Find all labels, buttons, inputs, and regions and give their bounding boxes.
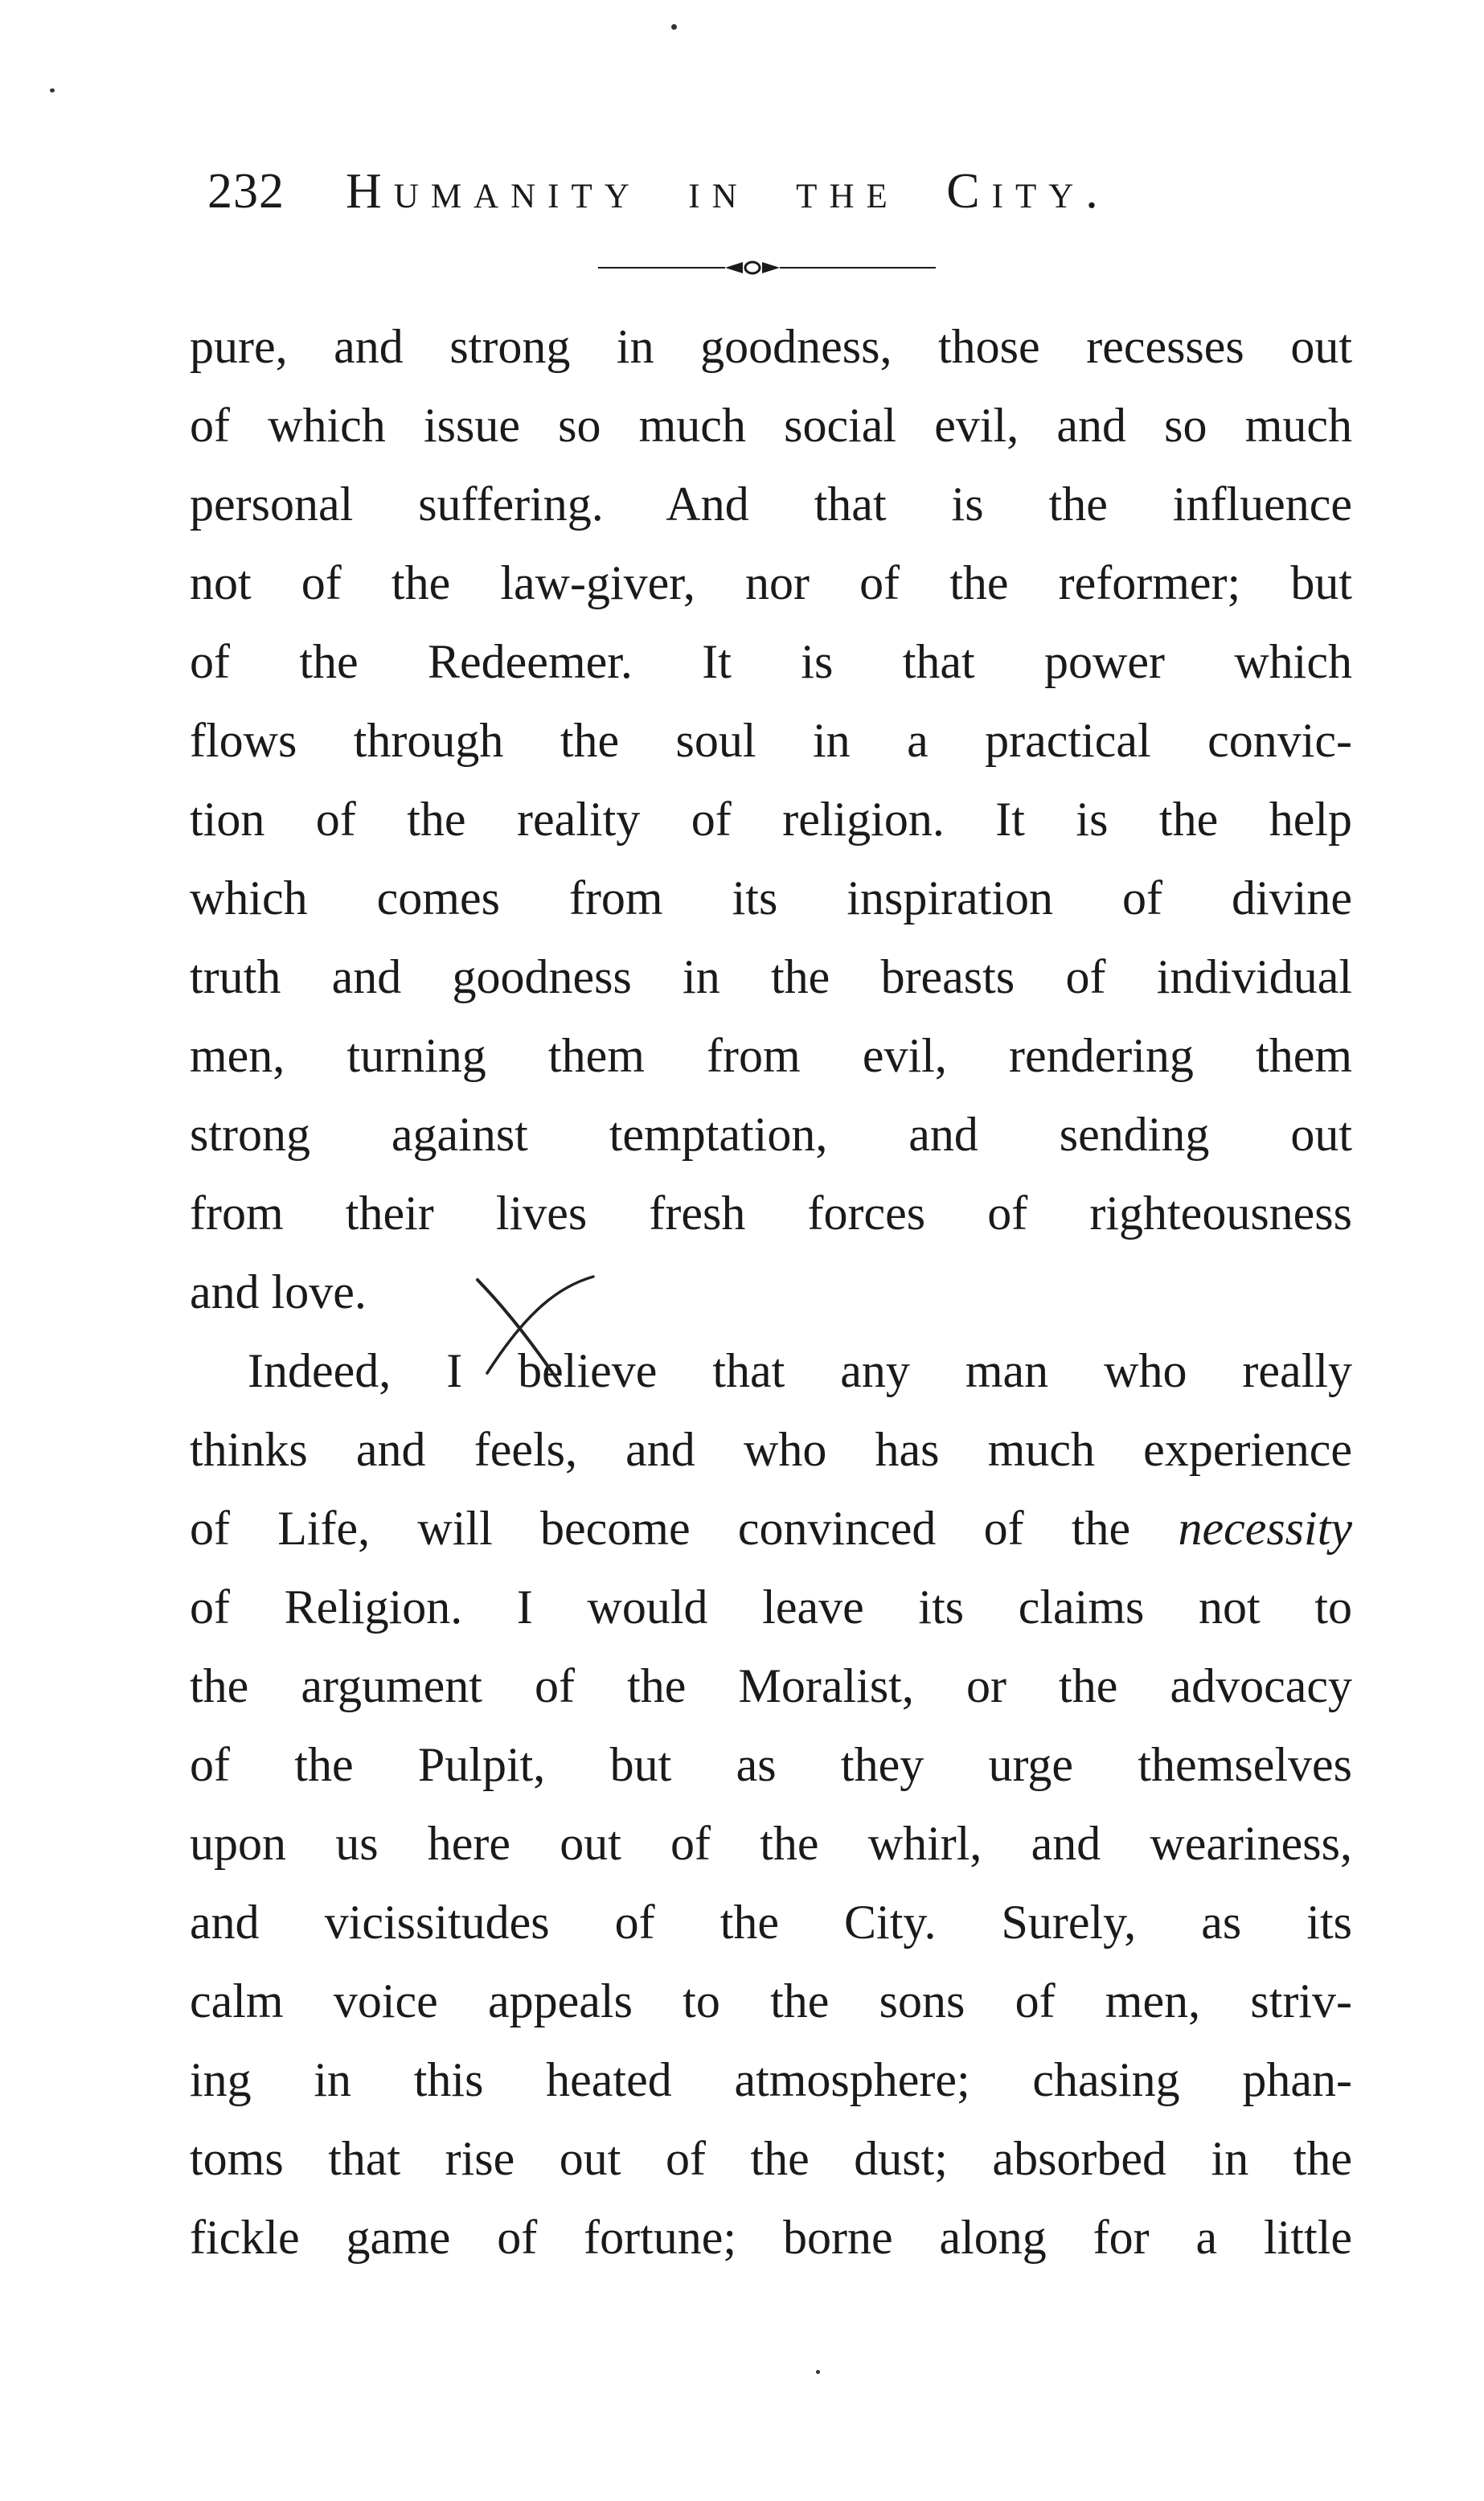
text-line: and love. <box>190 1265 367 1318</box>
text-line-before-italic: of Life, will become convinced of the <box>190 1502 1179 1555</box>
pencil-x-mark <box>463 1262 608 1407</box>
text-line: pure, and strong in goodness, those recesses out <box>190 320 1352 373</box>
text-line: of the Pulpit, but as they urge themselves <box>190 1738 1352 1791</box>
running-title: Humanity in the City. <box>346 164 1110 219</box>
text-line: toms that rise out of the dust; absorbed in the <box>190 2132 1352 2185</box>
text-line: flows through the soul in a practical convic- <box>190 714 1352 767</box>
text-line: of Religion. I would leave its claims not to <box>190 1581 1352 1634</box>
text-line: from their lives fresh forces of righteousness <box>190 1187 1352 1240</box>
text-line: thinks and feels, and who has much experience <box>190 1423 1352 1476</box>
text-line <box>190 1489 1352 1568</box>
body-text <box>190 307 1352 2277</box>
ornament-divider <box>598 256 936 280</box>
text-line: personal suffering. And that is the influence <box>190 478 1352 531</box>
italic-word: necessity <box>1178 1502 1352 1555</box>
ink-speck <box>671 24 677 30</box>
text-line: fickle game of fortune; borne along for a little <box>190 2211 1352 2264</box>
text-line: strong against temptation, and sending out <box>190 1108 1352 1161</box>
paragraph <box>190 307 1352 1331</box>
running-head <box>207 151 1333 232</box>
text-line: not of the law-giver, nor of the reformer; but <box>190 556 1352 609</box>
ink-speck <box>816 2370 820 2374</box>
text-line: tion of the reality of religion. It is the help <box>190 793 1352 846</box>
text-line: upon us here out of the whirl, and weariness, <box>190 1817 1352 1870</box>
text-line: and vicissitudes of the City. Surely, as its <box>190 1896 1352 1949</box>
text-line: truth and goodness in the breasts of individual <box>190 950 1352 1003</box>
text-line: men, turning them from evil, rendering them <box>190 1029 1352 1082</box>
text-line: the argument of the Moralist, or the advocacy <box>190 1659 1352 1712</box>
page-number: 232 <box>207 164 285 219</box>
ink-speck <box>50 88 55 92</box>
text-line: ing in this heated atmosphere; chasing phan- <box>190 2053 1352 2106</box>
text-line: of the Redeemer. It is that power which <box>190 635 1352 688</box>
text-line: calm voice appeals to the sons of men, striv- <box>190 1974 1352 2027</box>
text-line: which comes from its inspiration of divine <box>190 871 1352 925</box>
paragraph <box>190 1331 1352 2277</box>
text-line: of which issue so much social evil, and so much <box>190 399 1352 452</box>
text-line: Indeed, I believe that any man who really <box>248 1344 1352 1397</box>
